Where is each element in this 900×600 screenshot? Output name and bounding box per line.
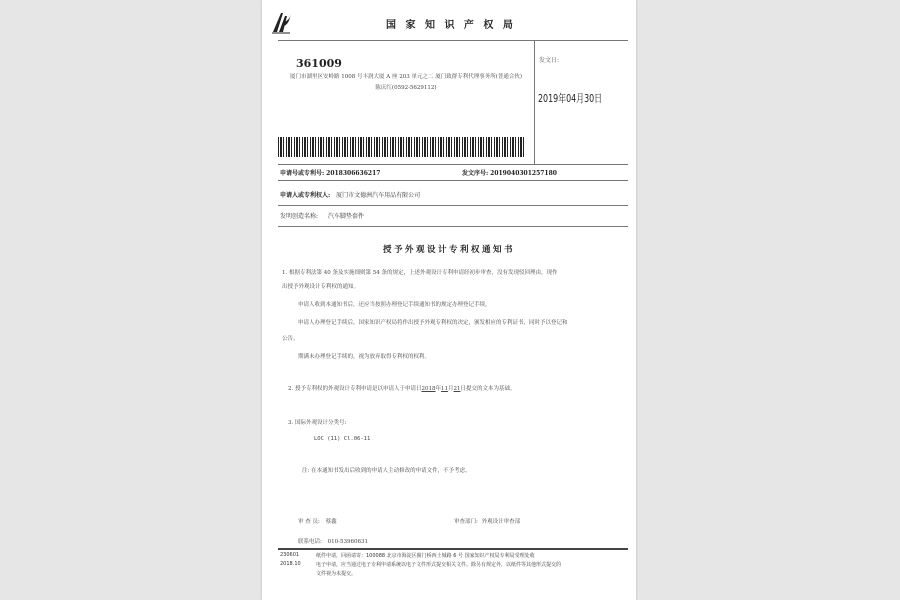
applicant-name: 厦门市文德洲汽车用品有限公司 xyxy=(336,192,421,199)
paragraph-1a: 1. 根据专利法第 40 条及实施细则第 54 条的规定，上述外观设计专利申请经初步审查，没有发现驳回理由，现作 xyxy=(282,270,558,276)
examiner-name: 蔡鑫 xyxy=(325,519,337,525)
divider xyxy=(278,205,628,206)
application-number-label: 申请号或专利号: xyxy=(280,170,325,177)
divider xyxy=(278,40,628,41)
footer-divider xyxy=(278,548,628,550)
examiner-label: 审 查 员: xyxy=(298,519,320,525)
applicant-row xyxy=(280,190,420,199)
application-number: 2018306636217 xyxy=(326,170,381,177)
examiner-row xyxy=(298,517,337,525)
application-number-row xyxy=(280,168,380,177)
notice-title: 授予外观设计专利权通知书 xyxy=(382,245,515,255)
address-text: 厦门市湖里区安岭路 1008 号丰润大厦 A 座 203 单元之二 厦门致群专利代理事务所(普通合伙) xyxy=(290,74,522,80)
column-divider xyxy=(534,40,535,164)
invention-label: 发明创造名称: xyxy=(280,213,319,220)
sent-date-value: 2019年04月30日 xyxy=(538,92,603,105)
postal-code: 361009 xyxy=(296,57,342,70)
invention-name: 汽车脚垫套件 xyxy=(327,213,364,220)
department-label: 审查部门: xyxy=(454,519,478,525)
form-version: 2018.10 xyxy=(280,561,301,567)
department-row xyxy=(454,517,520,525)
divider xyxy=(278,164,628,165)
sent-date-label: 发文日: xyxy=(539,57,560,64)
cnipa-logo-icon xyxy=(270,10,292,36)
form-number: 230601 xyxy=(280,552,300,558)
barcode xyxy=(278,137,526,157)
year-unit: 年 xyxy=(435,386,442,392)
paragraph-4: 期满未办理登记手续的，视为放弃取得专利权的权利。 xyxy=(298,354,431,360)
paragraph-3a: 申请人办理登记手续后，国家知识产权局将作出授予外观专利权的决定，颁发相应的专利证书，同时予以登记和 xyxy=(298,320,568,326)
paragraph-classification: 3. 国际外观设计分类号: xyxy=(288,420,347,426)
phone-row xyxy=(298,537,368,545)
loc-classification: LOC (11) Cl.06-11 xyxy=(314,436,371,442)
paragraph-3b: 公告。 xyxy=(282,336,299,342)
paragraph-1b: 出授予外观设计专利权的通知。 xyxy=(282,284,360,290)
phone-number: 010-53960631 xyxy=(327,539,368,545)
paragraph-filing-date xyxy=(288,384,516,392)
department-name: 外观设计审查部 xyxy=(481,519,521,525)
footer-line-3: 文件视为未提交。 xyxy=(316,571,357,577)
applicant-label: 申请人或专利权人: xyxy=(280,192,331,199)
phone-label: 联系电话: xyxy=(298,539,322,545)
serial-number-label: 发文序号: xyxy=(462,170,489,177)
filing-year: 2018 xyxy=(421,386,436,392)
office-name: 国 家 知 识 产 权 局 xyxy=(386,20,516,31)
month-unit: 月 xyxy=(448,386,454,392)
filing-date-suffix: 日提交的文本为基础。 xyxy=(460,386,516,392)
footer-line-2: 电子申请，应当通过电子专利申请系统以电子文件形式提交相关文件。除另有规定外，以纸件等其他形式提交的 xyxy=(316,562,562,568)
divider xyxy=(278,226,628,227)
footer-line-1: 纸件申请，回函请寄：100088 北京市海淀区蓟门桥西土城路 6 号 国家知识产权局专利局受理处收 xyxy=(316,553,535,559)
serial-number-row xyxy=(462,168,557,177)
notice-document xyxy=(262,0,636,600)
filing-day: 21 xyxy=(453,386,461,392)
filing-date-prefix: 2. 授予专利权的外观设计专利申请是以申请人于申请日 xyxy=(288,386,422,392)
invention-row xyxy=(280,211,364,220)
recipient-address xyxy=(286,72,526,94)
serial-number: 2019040301257180 xyxy=(490,170,557,177)
contact-text: 陈庆红(0592-5629112) xyxy=(375,85,437,91)
paragraph-2: 申请人收到本通知书后，还应当按照办理登记手续通知书的规定办理登记手续。 xyxy=(298,302,491,308)
note: 注: 在本通知书发出后收到的申请人主动修改的申请文件，不予考虑。 xyxy=(302,468,471,474)
filing-month: 11 xyxy=(441,386,449,392)
divider xyxy=(278,180,628,181)
